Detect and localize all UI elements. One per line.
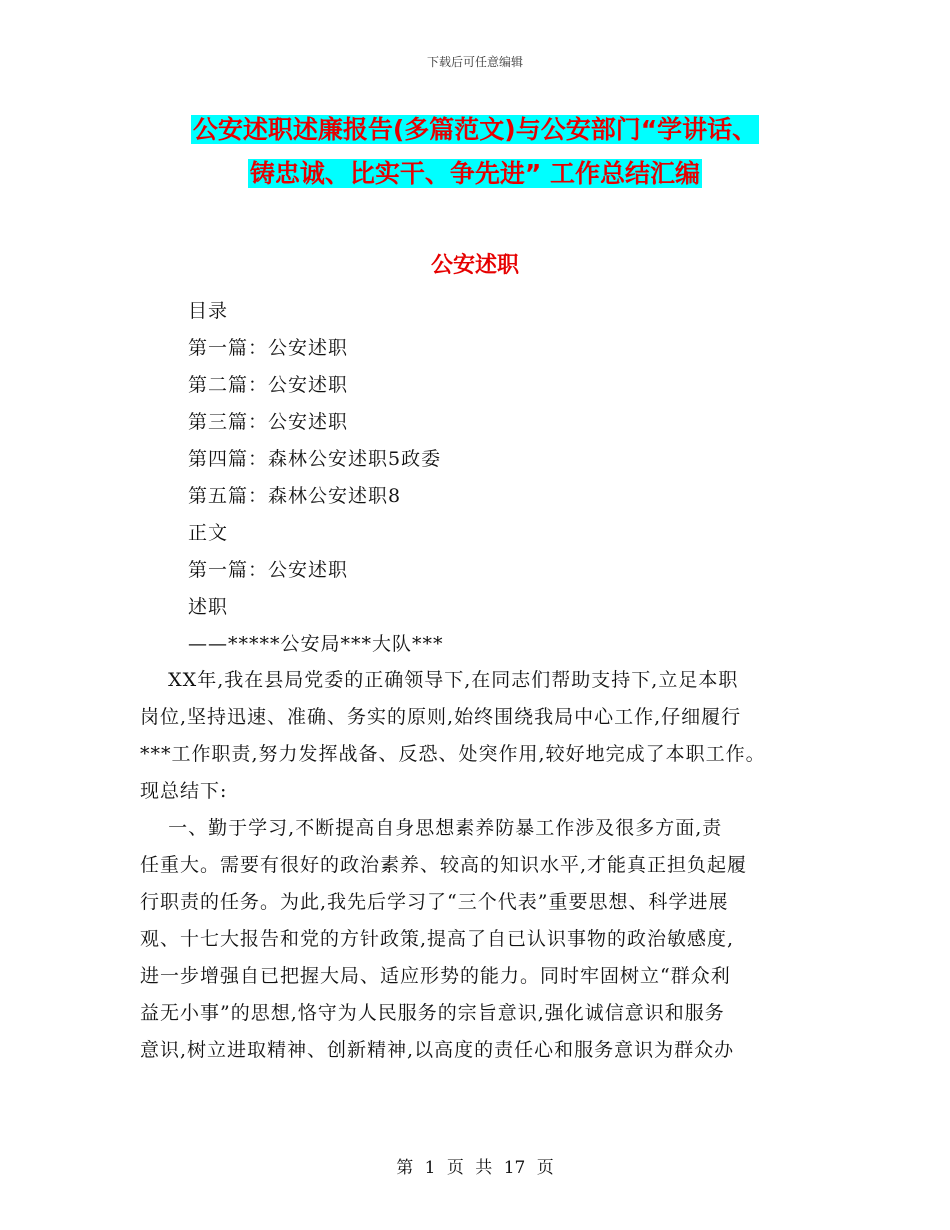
toc-line: ——*****公安局***大队*** [188, 633, 444, 655]
paragraph-line: 观、十七大报告和党的方针政策,提高了自已认识事物的政治敏感度, [140, 928, 735, 950]
toc-line: 正文 [188, 522, 229, 544]
toc-line: 第一篇：公安述职 [188, 337, 349, 359]
toc-line: 第五篇：森林公安述职8 [188, 485, 402, 507]
paragraph-line: XX年,我在县局党委的正确领导下,在同志们帮助支持下,立足本职 [140, 669, 739, 691]
toc-line: 目录 [188, 300, 229, 322]
document-title-line-2 [0, 156, 950, 192]
paragraph-line: 现总结下: [140, 780, 228, 802]
toc-line: 第四篇：森林公安述职5政委 [188, 448, 442, 470]
toc-line: 第二篇：公安述职 [188, 374, 349, 396]
toc-line: 第一篇：公安述职 [188, 559, 349, 581]
title-highlight-2: 铸忠诚、比实干、争先进” 工作总结汇编 [249, 159, 701, 188]
paragraph-line: 行职责的任务。为此,我先后学习了“三个代表”重要思想、科学进展 [140, 891, 729, 913]
toc-line: 述职 [188, 596, 229, 618]
table-of-contents [188, 293, 444, 663]
page-footer: 第 1 页 共 17 页 [396, 1158, 554, 1178]
paragraph-line: 意识,树立进取精神、创新精神,以高度的责任心和服务意识为群众办 [140, 1039, 735, 1061]
document-title-line-1 [0, 112, 950, 148]
paragraph-line: 一、勤于学习,不断提高自身思想素养防暴工作涉及很多方面,责 [140, 817, 723, 839]
header-note: 下载后可任意编辑 [426, 55, 523, 69]
paragraph-line: 益无小事”的思想,恪守为人民服务的宗旨意识,强化诚信意识和服务 [140, 1002, 725, 1024]
paragraph-line: 岗位,坚持迅速、准确、务实的原则,始终围绕我局中心工作,仔细履行 [140, 706, 742, 728]
body-paragraph-2 [140, 810, 820, 1069]
section-title: 公安述职 [430, 253, 519, 278]
paragraph-line: ***工作职责,努力发挥战备、反恐、处突作用,较好地完成了本职工作。 [140, 743, 766, 765]
body-paragraph-1 [140, 662, 820, 810]
paragraph-line: 任重大。需要有很好的政治素养、较高的知识水平,才能真正担负起履 [140, 854, 748, 876]
toc-line: 第三篇：公安述职 [188, 411, 349, 433]
paragraph-line: 进一步增强自已把握大局、适应形势的能力。同时牢固树立“群众利 [140, 965, 731, 987]
title-highlight-1: 公安述职述廉报告(多篇范文)与公安部门“学讲话、 [192, 115, 758, 144]
